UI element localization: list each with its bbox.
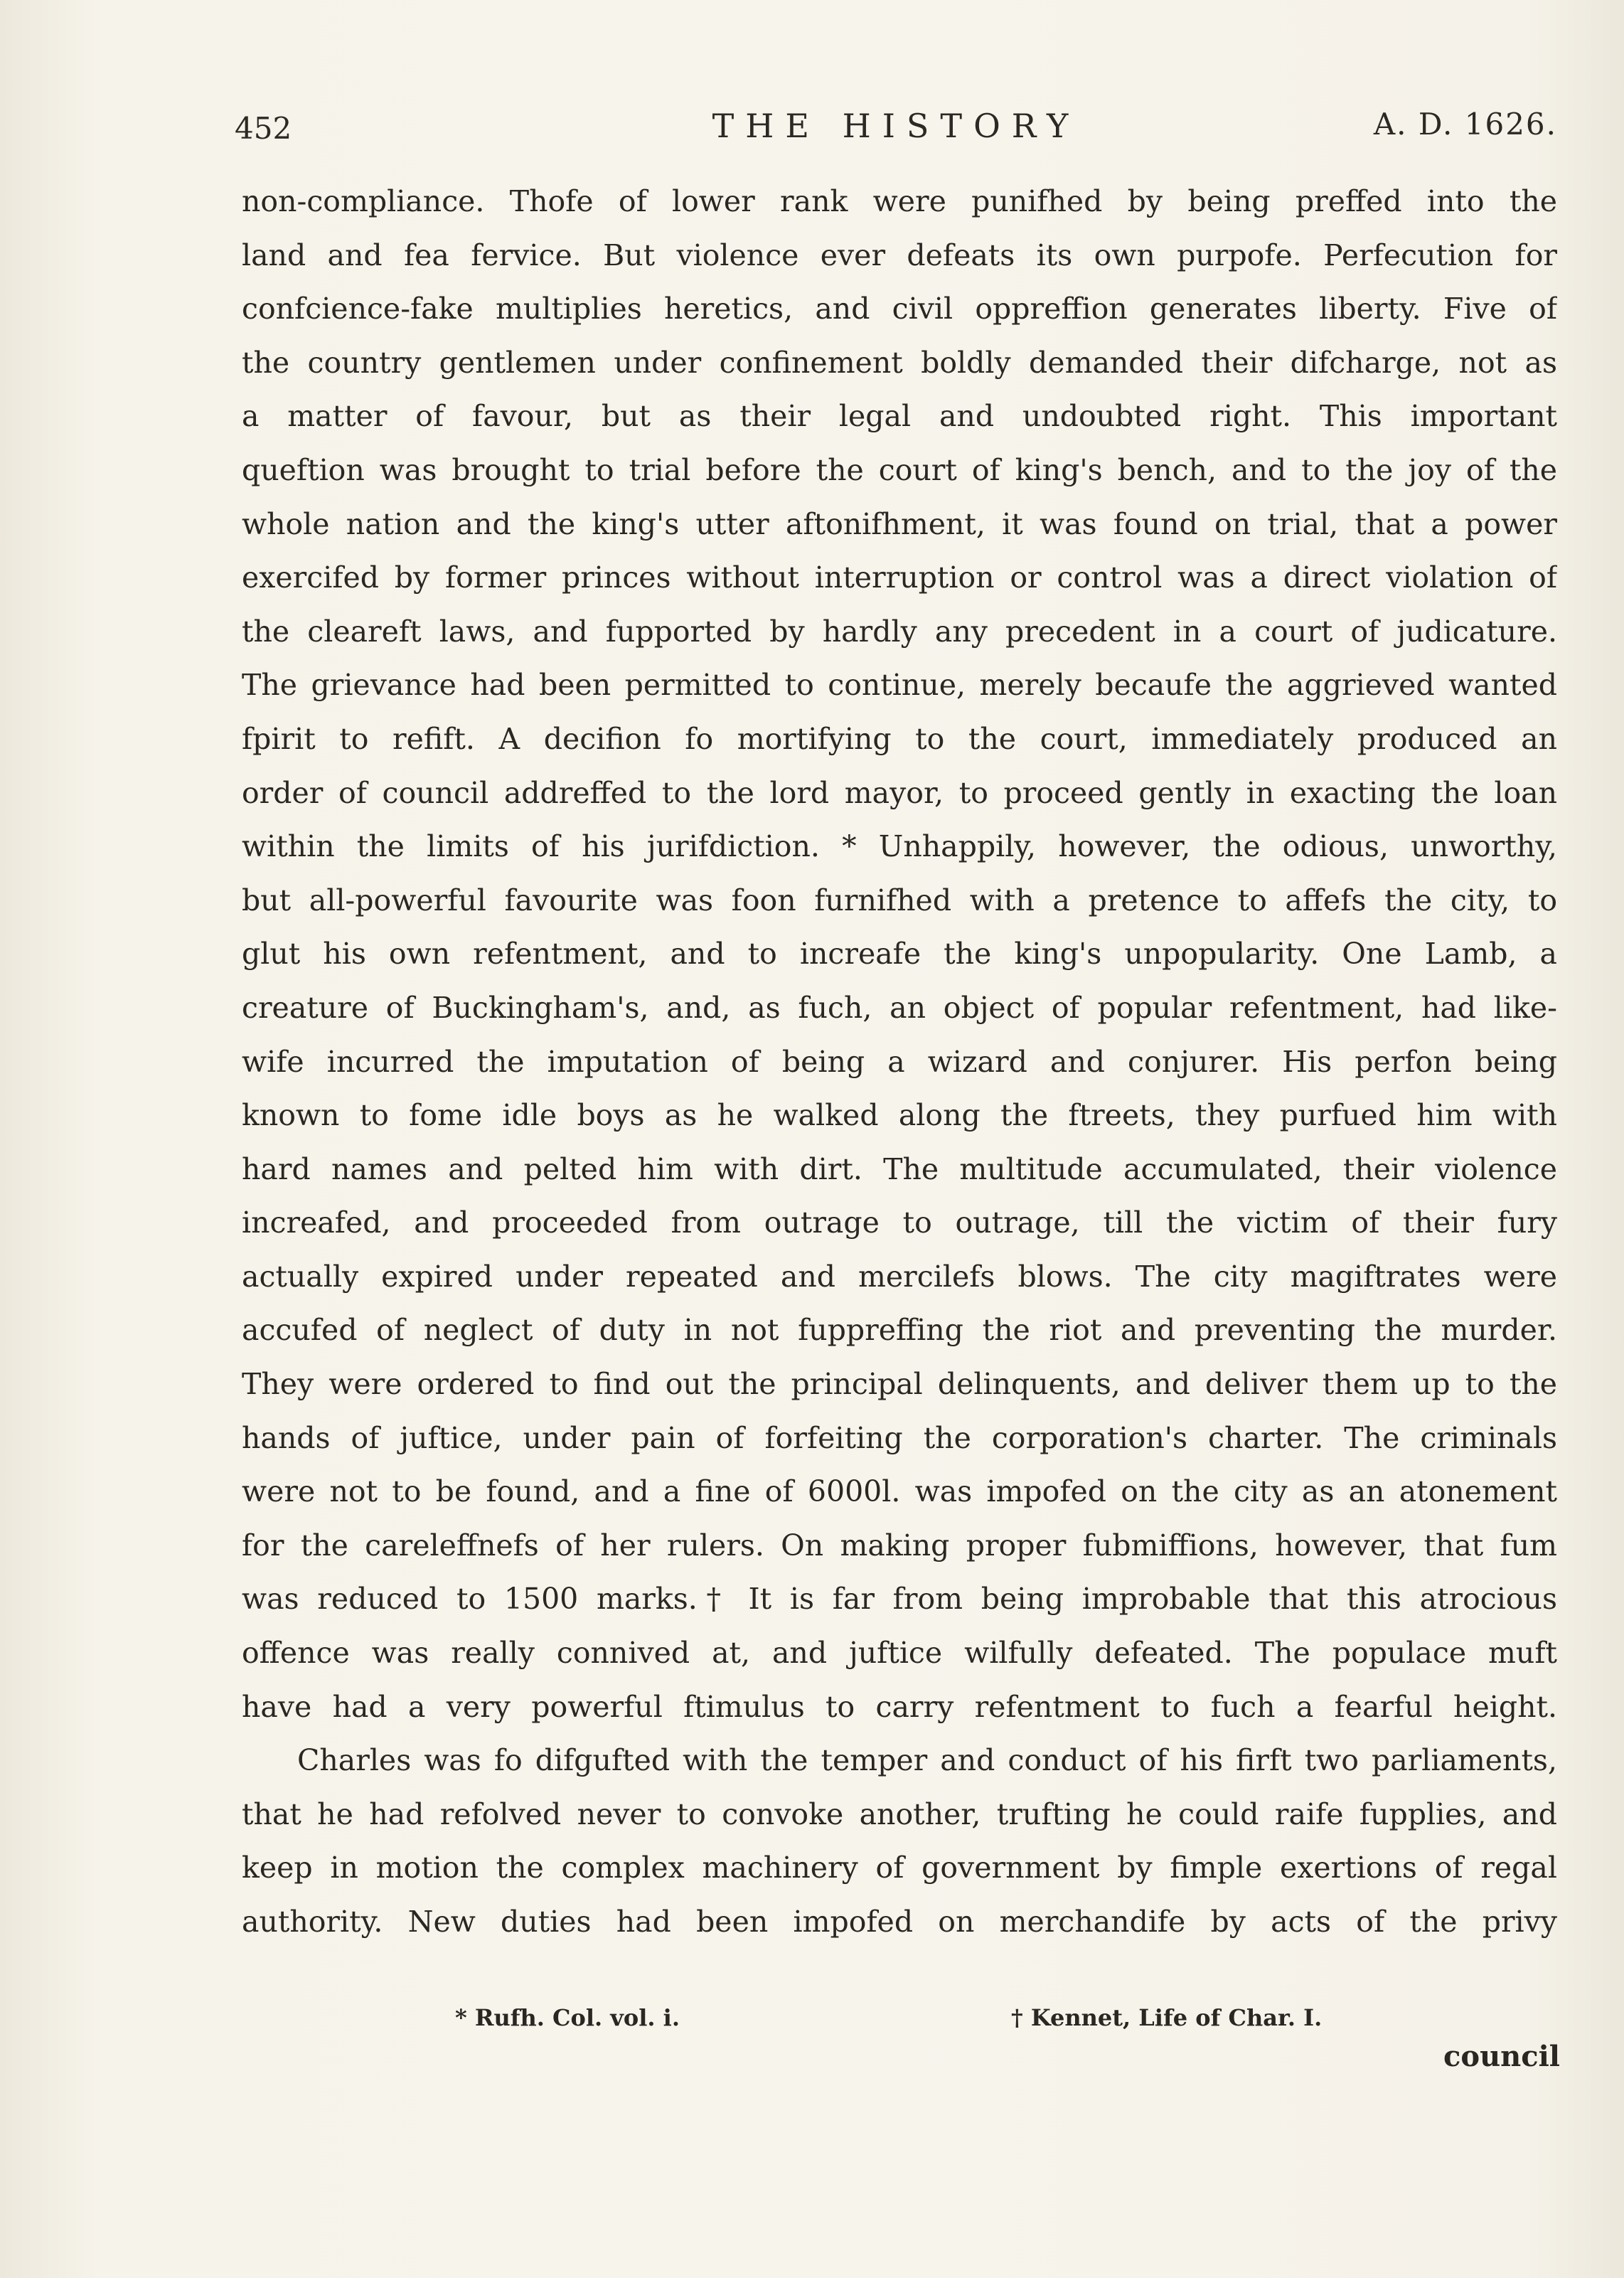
text-line: known to fome idle boys as he walked along the ftreets, they purfued him with bbox=[242, 1098, 1557, 1133]
text-line: accufed of neglect of duty in not fuppreffing the riot and preventing the murder. bbox=[242, 1313, 1557, 1348]
text-line-paragraph-start: Charles was fo difgufted with the temper and conduct of his firft two parliaments, bbox=[297, 1743, 1557, 1778]
body-text bbox=[242, 175, 1557, 1949]
text-line: glut his own refentment, and to increafe the king's unpopularity. One Lamb, a bbox=[242, 937, 1557, 972]
text-line: wife incurred the imputation of being a wizard and conjurer. His perfon being bbox=[242, 1044, 1557, 1079]
catchword: council bbox=[1443, 2040, 1560, 2073]
text-line: They were ordered to find out the principal delinquents, and deliver them up to the bbox=[242, 1367, 1557, 1402]
text-line: were not to be found, and a fine of 6000l. was impofed on the city as an atonement bbox=[242, 1474, 1557, 1509]
text-line: have had a very powerful ftimulus to carry refentment to fuch a fearful height. bbox=[242, 1689, 1557, 1724]
text-line: increafed, and proceeded from outrage to outrage, till the victim of their fury bbox=[242, 1205, 1557, 1240]
text-line: creature of Buckingham's, and, as fuch, an object of popular refentment, had like- bbox=[242, 990, 1557, 1025]
text-line: keep in motion the complex machinery of government by fimple exertions of regal bbox=[242, 1851, 1557, 1885]
running-head bbox=[235, 107, 1557, 149]
text-line: that he had refolved never to convoke another, trufting he could raife fupplies, and bbox=[242, 1797, 1557, 1831]
footnote-asterisk: * Rufh. Col. vol. i. bbox=[455, 2004, 680, 2031]
text-line: within the limits of his jurifdiction. * Unhappily, however, the odious, unworthy, bbox=[242, 829, 1557, 864]
text-line: for the careleffnefs of her rulers. On making proper fubmiffions, however, that fum bbox=[242, 1528, 1557, 1563]
text-line: was reduced to 1500 marks.† It is far from being improbable that this atrocious bbox=[242, 1582, 1557, 1617]
text-line: exercifed by former princes without interruption or control was a direct violation of bbox=[242, 560, 1557, 595]
text-line: but all-powerful favourite was foon furnifhed with a pretence to affefs the city, to bbox=[242, 883, 1557, 917]
text-line: actually expired under repeated and mercilefs blows. The city magiftrates were bbox=[242, 1259, 1557, 1294]
running-title: THE HISTORY bbox=[712, 107, 1080, 145]
text-line: queftion was brought to trial before the court of king's bench, and to the joy of the bbox=[242, 452, 1557, 487]
page-number: 452 bbox=[235, 111, 292, 146]
footnote-dagger: † Kennet, Life of Char. I. bbox=[1011, 2004, 1323, 2031]
running-date: A. D. 1626. bbox=[1373, 107, 1557, 142]
text-line: hard names and pelted him with dirt. The multitude accumulated, their violence bbox=[242, 1151, 1557, 1186]
text-line: offence was really connived at, and juftice wilfully defeated. The populace muft bbox=[242, 1636, 1557, 1671]
footnotes bbox=[455, 2004, 1557, 2040]
text-line: hands of juftice, under pain of forfeiting the corporation's charter. The criminals bbox=[242, 1420, 1557, 1455]
text-line: whole nation and the king's utter aftonifhment, it was found on trial, that a power bbox=[242, 506, 1557, 541]
text-line: land and fea fervice. But violence ever defeats its own purpofe. Perfecution for bbox=[242, 238, 1557, 272]
text-line: The grievance had been permitted to continue, merely becaufe the aggrieved wanted bbox=[242, 668, 1557, 703]
text-line: the country gentlemen under confinement boldly demanded their difcharge, not as bbox=[242, 345, 1557, 380]
text-line: a matter of favour, but as their legal and undoubted right. This important bbox=[242, 399, 1557, 434]
text-line: order of council addreffed to the lord mayor, to proceed gently in exacting the loan bbox=[242, 775, 1557, 810]
text-line: authority. New duties had been impofed on merchandife by acts of the privy bbox=[242, 1905, 1557, 1939]
text-line: non-compliance. Thofe of lower rank were punifhed by being preffed into the bbox=[242, 184, 1557, 218]
text-line: fpirit to refift. A decifion fo mortifying to the court, immediately produced an bbox=[242, 721, 1557, 756]
text-line: confcience-fake multiplies heretics, and civil oppreffion generates liberty. Five of bbox=[242, 292, 1557, 326]
text-line: the cleareft laws, and fupported by hardly any precedent in a court of judicature. bbox=[242, 614, 1557, 649]
